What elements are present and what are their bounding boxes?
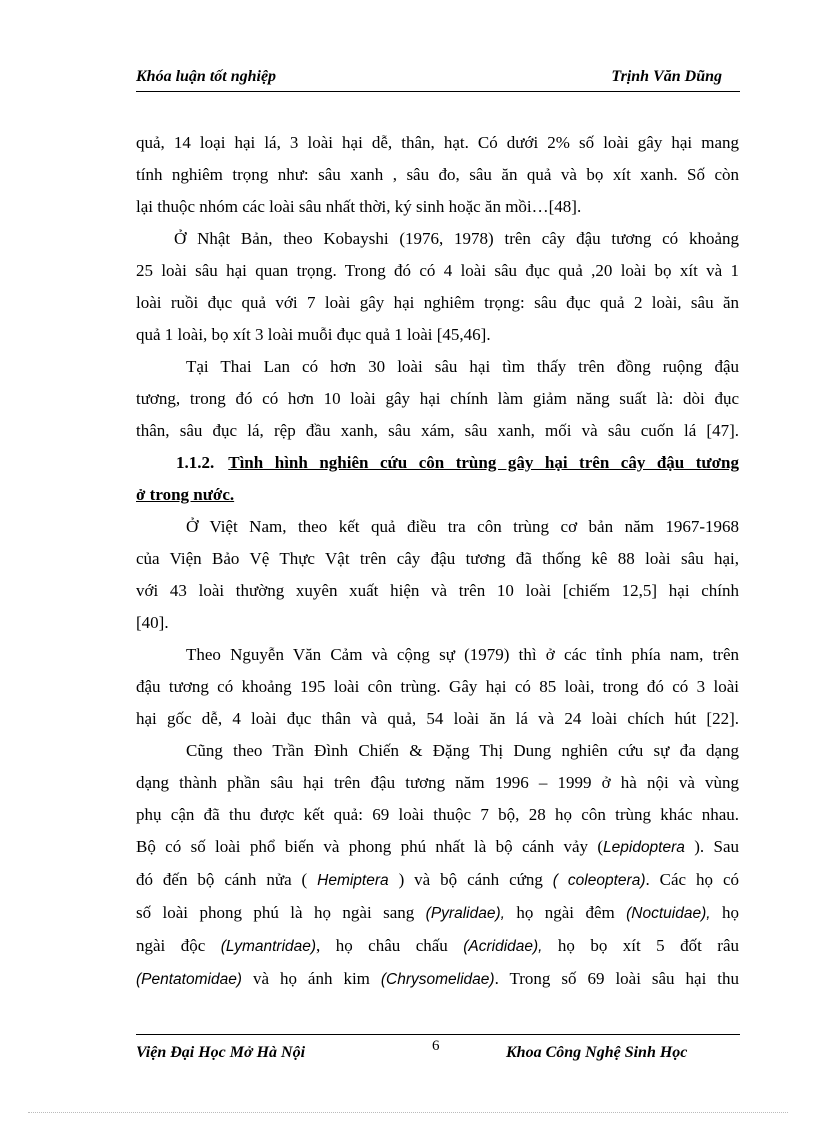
text-line: [40]. [136,613,169,632]
taxon-name: ( coleoptera) [552,872,646,889]
header-thesis-title: Khóa luận tốt nghiệp [136,68,277,85]
footer-department: Khoa Công Nghệ Sinh Học [506,1044,688,1061]
text-run: đó đến bộ cánh nửa ( [136,870,318,889]
text-line: quả, 14 loại hại lá, 3 loài hại dễ, thân, hạt. Có dưới 2% số loài gây hại mang [136,133,739,152]
paragraph-4 [136,511,739,639]
text-line [136,897,739,930]
paragraph-5 [136,639,739,735]
text-run: ngài độc [136,936,221,955]
header-author: Trịnh Văn Dũng [611,68,722,85]
page-edge-divider [28,1112,788,1113]
taxon-name: Lepidoptera [603,839,685,856]
text-run: . Trong số 69 loài sâu hại thu [494,969,739,988]
text-run: Bộ có số loài phổ biến và phong phú nhất là bộ cánh vảy ( [136,837,604,856]
text-run: họ [710,903,739,922]
section-title-line-1: Tình hình nghiên cứu côn trùng gây hại trên cây đậu tương [228,453,739,472]
text-line [136,864,739,897]
paragraph-2 [136,223,739,351]
text-line: tương, trong đó có hơn 10 loài gây hại chính làm giảm năng suất là: dòi đục [136,389,739,408]
text-line: quả 1 loài, bọ xít 3 loài muỗi đục quả 1 loài [45,46]. [136,325,491,344]
text-run: họ bọ xít 5 đốt râu [542,936,739,955]
text-line [136,930,739,963]
text-line: lại thuộc nhóm các loài sâu nhất thời, ký sinh hoặc ăn mồi…[48]. [136,197,582,216]
page-header [136,66,740,92]
text-line: Ở Việt Nam, theo kết quả điều tra côn trùng cơ bản năm 1967-1968 [186,517,739,536]
text-line: Theo Nguyễn Văn Cảm và cộng sự (1979) thì ở các tỉnh phía nam, trên [186,645,739,664]
text-line: dạng thành phần sâu hại trên đậu tương năm 1996 – 1999 ở hà nội và vùng [136,773,739,792]
taxon-name: (Lymantridae) [220,938,317,955]
page-body [136,127,739,996]
text-line: phụ cận đã thu được kết quả: 69 loài thuộc 7 bộ, 28 họ côn trùng khác nhau. [136,805,739,824]
text-line: hại gốc dễ, 4 loài đục thân và quả, 54 loài ăn lá và 24 loài chích hút [22]. [136,709,739,728]
text-line: 25 loài sâu hại quan trọng. Trong đó có 4 loài sâu đục quả ,20 loài bọ xít và 1 [136,261,739,280]
text-run: . Các họ có [645,870,739,889]
text-line: Ở Nhật Bản, theo Kobayshi (1976, 1978) trên cây đậu tương có khoảng [174,229,739,248]
paragraph-1 [136,127,739,223]
text-line [136,963,739,996]
text-line [136,831,739,864]
taxon-name: (Noctuidae), [626,905,711,922]
text-line: Tại Thai Lan có hơn 30 loài sâu hại tìm thấy trên đồng ruộng đậu [186,357,739,376]
section-heading [136,447,739,511]
taxon-name: (Pentatomidae) [136,971,242,988]
paragraph-6 [136,735,739,996]
text-run: ). Sau [684,837,739,856]
text-line: Cũng theo Trần Đình Chiến & Đặng Thị Dung nghiên cứu sự đa dạng [186,741,739,760]
taxon-name: (Chrysomelidae) [380,971,495,988]
footer-rule [136,1034,740,1035]
text-run: họ ngài đêm [504,903,627,922]
taxon-name: (Acrididae), [463,938,543,955]
page-footer [136,1034,740,1068]
text-line: tính nghiêm trọng như: sâu xanh , sâu đo, sâu ăn quả và bọ xít xanh. Số còn [136,165,739,184]
page-number: 6 [432,1038,440,1054]
text-line: đậu tương có khoảng 195 loài côn trùng. Gây hại có 85 loài, trong đó có 3 loài [136,677,739,696]
text-line: của Viện Bảo Vệ Thực Vật trên cây đậu tương đã thống kê 88 loài sâu hại, [136,549,739,568]
text-run: , họ châu chấu [316,936,464,955]
taxon-name: Hemiptera [317,872,389,889]
footer-institution: Viện Đại Học Mở Hà Nội [136,1044,306,1061]
text-line: với 43 loài thường xuyên xuất hiện và trên 10 loài [chiếm 12,5] hại chính [136,581,739,600]
paragraph-3 [136,351,739,447]
taxon-name: (Pyralidae), [425,905,505,922]
text-line: thân, sâu đục lá, rệp đầu xanh, sâu xám, sâu xanh, mối và sâu cuốn lá [47]. [136,421,739,440]
header-rule [136,91,740,92]
section-number: 1.1.2. [176,453,215,472]
section-title-line-2: ở trong nước. [136,485,235,504]
text-run: số loài phong phú là họ ngài sang [136,903,426,922]
text-run: ) và bộ cánh cứng [388,870,553,889]
text-run: và họ ánh kim [241,969,381,988]
text-line: loài ruồi đục quả với 7 loài gây hại nghiêm trọng: sâu đục quả 2 loài, sâu ăn [136,293,739,312]
